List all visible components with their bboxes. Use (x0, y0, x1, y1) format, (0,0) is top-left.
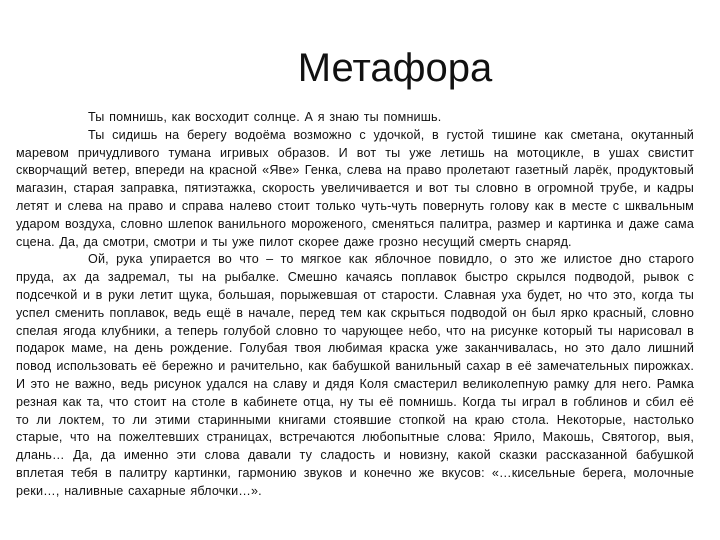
paragraph-3: Ой, рука упирается во что – то мягкое как яблочное повидло, о это же илистое дно старого пруда, ах да задремал, ты на рыбалке. Смешно качаясь поплавок быстро скрылся подводой, рывок с подсечкой и в руки летит щука, большая, порыжевшая от старости. Славная уха будет, но что это, когда ты успел сменить поплавок, ведь ещё в начале, перед тем как скрыться подводой он был ярко красный, словно спелая ягода клубники, а теперь голубой словно то чарующее небо, что на рисунке который ты нарисовал в подарок маме, на день рождение. Голубая твоя любимая краска уже заканчивалась, но это дало лишний повод использовать её бережно и рачительно, как бабушкой ванильный сахар в её замечательных пирожках. И это не важно, ведь рисунок удался на славу и дядя Коля смастерил великолепную рамку для него. Рамка резная как та, что стоит на столе в кабинете отца, ну ты её помнишь. Когда ты играл в гоблинов и сбил её то ли локтем, то ли этими старинными книгами стоявшие стопкой на краю стола. Некоторые, настолько старые, что на пожелтевших страницах, встречаются любопытные слова: Ярило, Макошь, Святогор, выя, длань… Да, да именно эти слова давали ту сладость и новизну, какой сказки рассказанной бабушкой вплетая тебя в палитру картинки, гармонию звуков и конечно же вкусов: «…кисельные берега, молочные реки…, наливные сахарные яблочки…». (16, 252, 694, 498)
paragraph-2: Ты сидишь на берегу водоёма возможно с удочкой, в густой тишине как сметана, окутанный маревом причудливого тумана игривых образов. И вот ты уже летишь на мотоцикле, в ушах свистит скворчащий ветер, впереди на красной «Яве» Генка, слева на право пролетают газетный ларёк, продуктовый магазин, старая заправка, пятиэтажка, скорость увеличивается и вот ты словно в огромной трубе, и кадры летят и слева на право и справа налево стоит только чуть-чуть повернуть голову как в месте с шквальным ударом воздуха, словно шлепок ванильного мороженого, сменяться палитра, размер и картинка и даже сама сцена. Да, да смотри, смотри и ты уже пилот скорее даже грозно несущий смерть снаряд. (16, 127, 694, 249)
slide-body (16, 109, 694, 501)
paragraph-1: Ты помнишь, как восходит солнце. А я знаю ты помнишь. (88, 110, 442, 124)
slide-title: Метафора (297, 46, 493, 90)
